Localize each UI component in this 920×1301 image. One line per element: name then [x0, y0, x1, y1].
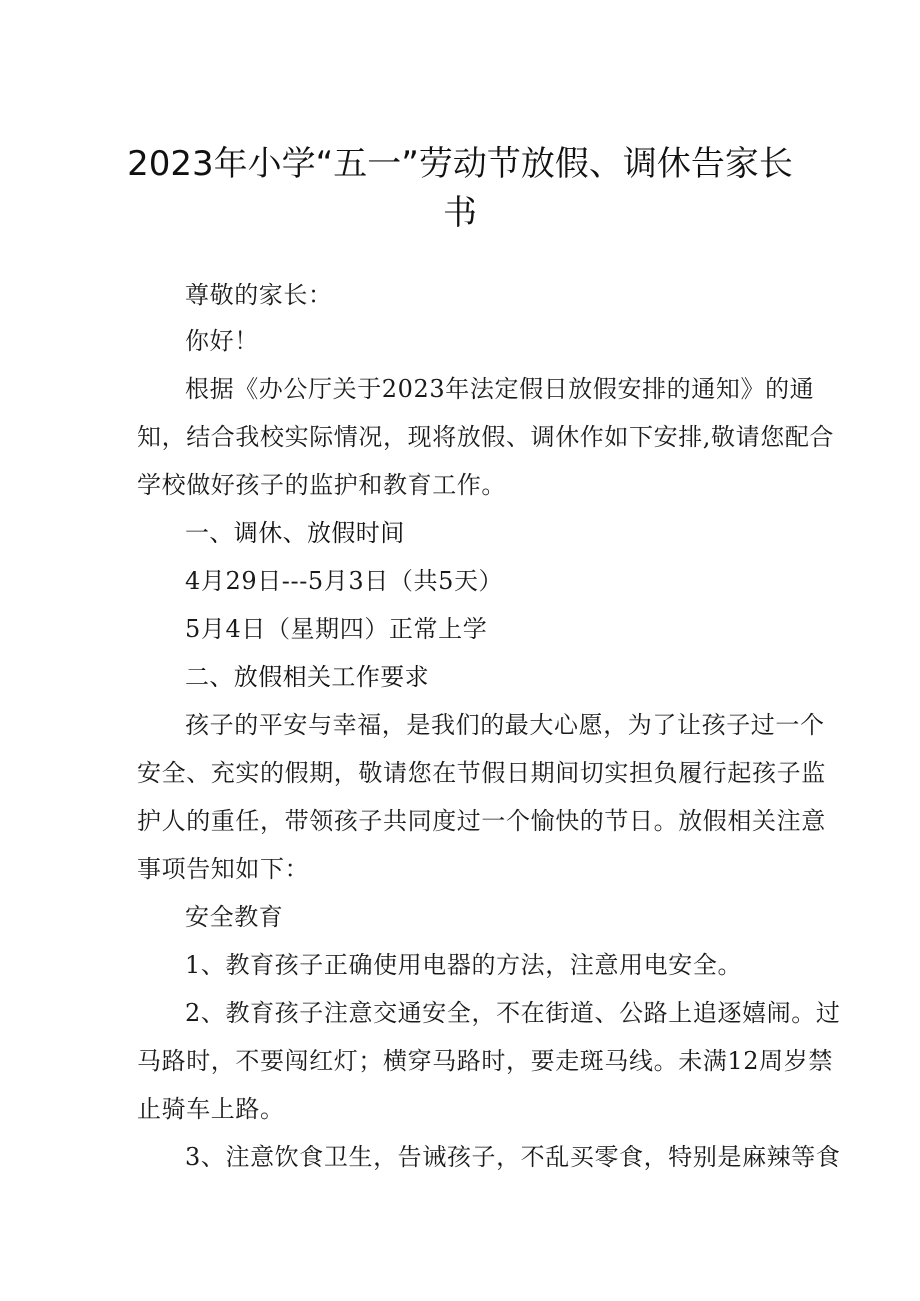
schedule-line: 5月4日（星期四）正常上学: [185, 615, 488, 643]
safety-item: 1、教育孩子正确使用电器的方法，注意用电安全。: [185, 951, 743, 979]
safety-item: 2、教育孩子注意交通安全，不在街道、公路上追逐嬉闹。过: [185, 999, 841, 1027]
safety-item: 3、注意饮食卫生，告诫孩子，不乱买零食，特别是麻辣等食: [185, 1143, 841, 1171]
requirements-paragraph-line: 护人的重任，带领孩子共同度过一个愉快的节日。放假相关注意: [137, 807, 826, 835]
intro-line: 知，结合我校实际情况，现将放假、调休作如下安排,敬请您配合: [137, 423, 835, 451]
section-heading-requirements: 二、放假相关工作要求: [185, 663, 429, 691]
greeting: 尊敬的家长：: [185, 281, 333, 309]
hello-line: 你好！: [185, 327, 259, 355]
requirements-paragraph-line: 事项告知如下：: [137, 855, 310, 883]
schedule-line: 4月29日---5月3日（共5天）: [185, 567, 504, 595]
safety-item-continuation: 止骑车上路。: [137, 1095, 285, 1123]
document-title-line-1: 2023年小学“五一”劳动节放假、调休告家长: [127, 144, 793, 184]
requirements-paragraph-line: 安全、充实的假期，敬请您在节假日期间切实担负履行起孩子监: [137, 759, 826, 787]
safety-item-continuation: 马路时，不要闯红灯；横穿马路时，要走斑马线。未满12周岁禁: [137, 1047, 833, 1075]
intro-line: 学校做好孩子的监护和教育工作。: [137, 471, 506, 499]
section-heading-schedule: 一、调休、放假时间: [185, 519, 405, 547]
document-title-line-2: 书: [443, 193, 477, 233]
requirements-paragraph-line: 孩子的平安与幸福，是我们的最大心愿，为了让孩子过一个: [185, 711, 825, 739]
subheading-safety-education: 安全教育: [185, 903, 284, 931]
intro-line: 根据《办公厅关于2023年法定假日放假安排的通知》的通: [185, 375, 815, 403]
